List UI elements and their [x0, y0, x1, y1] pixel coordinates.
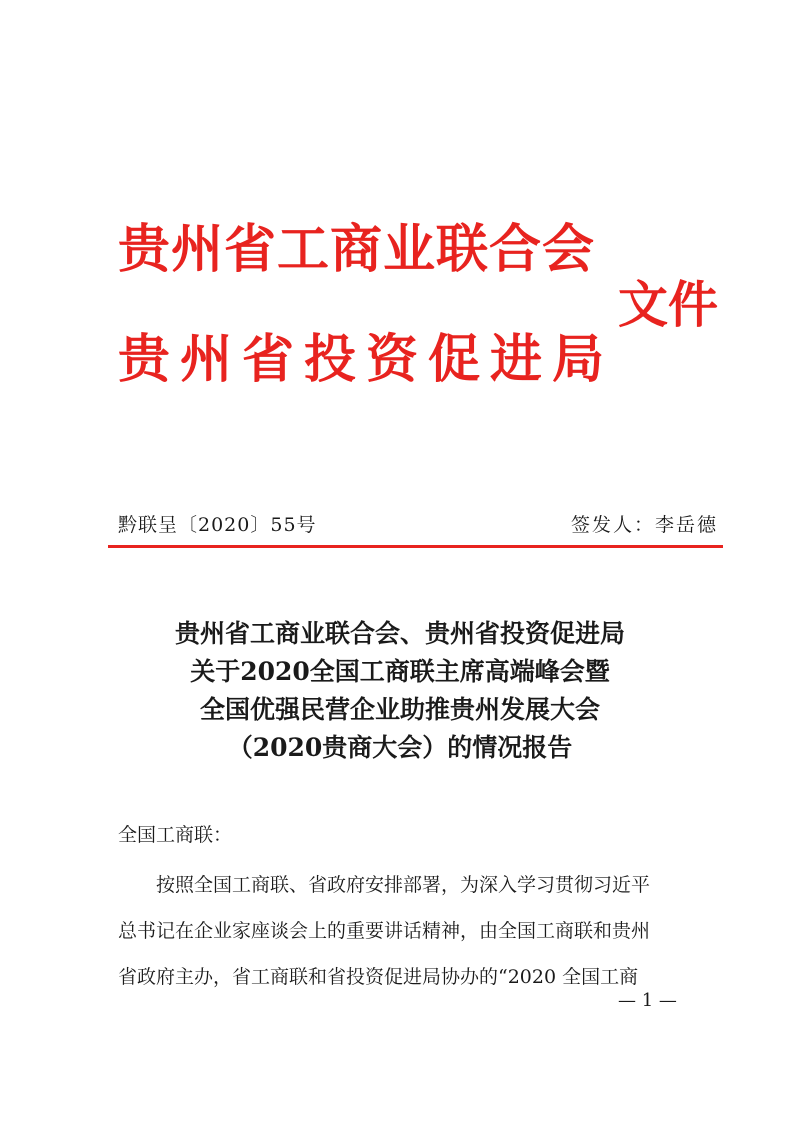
issuer-name-2: 贵州省投资促进局 — [118, 330, 615, 390]
title-line: （2020贵商大会）的情况报告 — [227, 733, 573, 762]
page-number: — 1 — — [618, 990, 677, 1011]
file-label: 文件 — [618, 276, 718, 334]
title-line: 关于2020全国工商联主席高端峰会暨 — [190, 657, 610, 686]
body-line: 总书记在企业家座谈会上的重要讲话精神，由全国工商联和贵州 — [118, 920, 651, 942]
red-header — [118, 205, 738, 425]
body-paragraph — [118, 862, 718, 1000]
salutation: 全国工商联： — [118, 824, 233, 846]
body-line: 省政府主办，省工商联和省投资促进局协办的“2020 全国工商 — [118, 966, 639, 988]
body-line: 按照全国工商联、省政府安排部署，为深入学习贯彻习近平 — [156, 874, 651, 896]
document-number: 黔联呈〔2020〕55号 — [118, 514, 317, 536]
signer: 签发人：李岳德 — [570, 514, 718, 536]
issuer-name-1: 贵州省工商业联合会 — [118, 220, 596, 280]
red-divider — [108, 545, 723, 548]
document-title — [60, 615, 740, 767]
document-meta — [118, 510, 718, 540]
title-line: 贵州省工商业联合会、贵州省投资促进局 — [174, 619, 625, 648]
title-line: 全国优强民营企业助推贵州发展大会 — [199, 695, 600, 724]
